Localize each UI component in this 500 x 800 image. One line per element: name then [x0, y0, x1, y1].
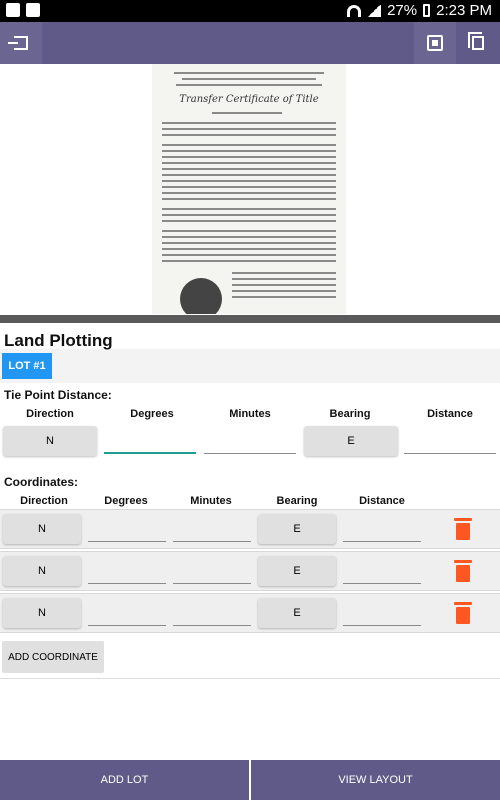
document-seal — [180, 278, 222, 314]
signal-icon — [367, 5, 381, 17]
tie-direction-button[interactable]: N — [3, 426, 97, 456]
section-title: Land Plotting — [4, 331, 113, 350]
coord-distance-field[interactable] — [343, 600, 421, 626]
clock: 2:23 PM — [436, 2, 492, 19]
notification-icon — [6, 3, 20, 17]
delete-icon[interactable] — [454, 518, 472, 540]
coord-bearing-button[interactable]: E — [258, 556, 336, 586]
lot-tab-1[interactable]: LOT #1 — [2, 353, 52, 379]
header-distance: Distance — [427, 408, 473, 420]
coord-degrees-field[interactable] — [88, 600, 166, 626]
resize-divider[interactable] — [0, 315, 500, 323]
copy-icon — [472, 36, 484, 50]
save-button[interactable] — [414, 22, 456, 64]
coord-header-degrees: Degrees — [104, 495, 148, 507]
tie-distance-field[interactable] — [404, 428, 496, 454]
tie-minutes-field[interactable] — [204, 428, 296, 454]
coord-direction-button[interactable]: N — [3, 514, 81, 544]
tie-degrees-field[interactable] — [104, 428, 196, 454]
delete-icon[interactable] — [454, 560, 472, 582]
battery-icon — [423, 4, 430, 17]
document-title: Transfer Certificate of Title — [179, 94, 319, 105]
status-left — [6, 3, 40, 17]
tie-point-label: Tie Point Distance: — [4, 388, 112, 402]
coord-degrees-field[interactable] — [88, 516, 166, 542]
coord-distance-field[interactable] — [343, 516, 421, 542]
tie-point-row — [0, 424, 500, 460]
view-layout-button[interactable]: VIEW LAYOUT — [251, 760, 500, 800]
document-preview[interactable] — [0, 64, 500, 316]
wifi-icon — [347, 5, 361, 17]
battery-percent: 27% — [387, 2, 418, 19]
coord-minutes-field[interactable] — [173, 558, 251, 584]
coord-header-distance: Distance — [359, 495, 405, 507]
footer-divider — [0, 678, 500, 679]
status-right — [347, 2, 492, 19]
copy-button[interactable] — [456, 22, 500, 64]
tie-bearing-button[interactable]: E — [304, 426, 398, 456]
coordinates-headers — [0, 495, 500, 509]
coord-header-direction: Direction — [20, 495, 68, 507]
coord-direction-button[interactable]: N — [3, 556, 81, 586]
login-button[interactable] — [0, 22, 42, 64]
save-icon — [427, 35, 443, 51]
header-direction: Direction — [26, 408, 74, 420]
coord-degrees-field[interactable] — [88, 558, 166, 584]
coordinates-label: Coordinates: — [4, 475, 79, 489]
coord-distance-field[interactable] — [343, 558, 421, 584]
tie-point-headers — [0, 408, 500, 422]
bottom-bar — [0, 760, 500, 800]
coord-minutes-field[interactable] — [173, 600, 251, 626]
coordinate-row — [0, 509, 500, 549]
coord-header-minutes: Minutes — [190, 495, 232, 507]
coord-bearing-button[interactable]: E — [258, 514, 336, 544]
coord-header-bearing: Bearing — [276, 495, 318, 507]
coordinate-row — [0, 551, 500, 591]
header-minutes: Minutes — [229, 408, 271, 420]
document-image — [152, 64, 346, 314]
header-degrees: Degrees — [130, 408, 174, 420]
app-bar — [0, 22, 500, 64]
add-coordinate-button[interactable]: ADD COORDINATE — [2, 641, 104, 673]
coordinate-row — [0, 593, 500, 633]
header-bearing: Bearing — [329, 408, 371, 420]
add-lot-button[interactable]: ADD LOT — [0, 760, 249, 800]
coord-bearing-button[interactable]: E — [258, 598, 336, 628]
delete-icon[interactable] — [454, 602, 472, 624]
mail-icon — [26, 3, 40, 17]
status-bar — [0, 0, 500, 22]
coord-direction-button[interactable]: N — [3, 598, 81, 628]
tab-strip — [0, 349, 500, 383]
coord-minutes-field[interactable] — [173, 516, 251, 542]
login-icon — [14, 36, 28, 50]
